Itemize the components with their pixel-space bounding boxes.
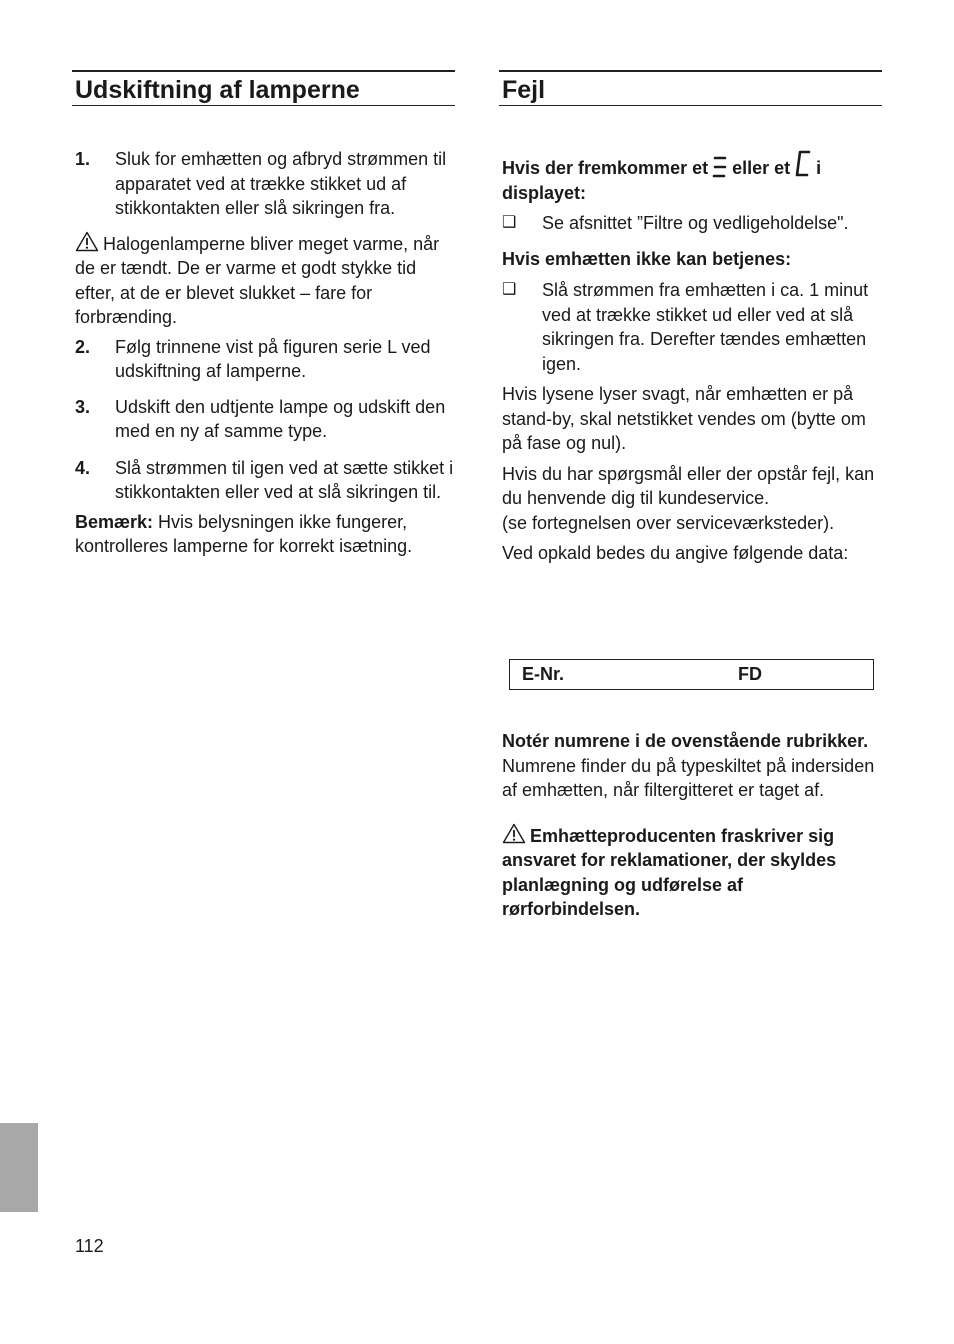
- service-text: Hvis du har spørgsmål eller der opstår fejl, kan du henvende dig til kundeservice.: [502, 463, 875, 508]
- section-heading: Udskiftning af lamperne: [72, 70, 455, 106]
- warning-triangle-icon: [502, 823, 526, 844]
- not-operable-subheading: Hvis emhætten ikke kan betjenes:: [502, 248, 792, 269]
- notice-bold-text: Notér numrene i de ovenstående rubrikker.: [502, 731, 869, 751]
- display-segment-icon: [712, 155, 728, 179]
- enr-label: E-Nr.: [522, 664, 565, 684]
- display-post-text: i displayet:: [502, 158, 822, 203]
- fd-label: FD: [738, 664, 762, 684]
- note-label: Bemærk:: [75, 511, 154, 532]
- step-text: Sluk for emhætten og afbryd strømmen til apparatet ved at trække stikket ud af stikkontakten eller slå sikringen fra.: [115, 149, 447, 218]
- disclaimer-text: Emhætteproducenten fraskriver sig ansvaret for reklamationer, der skyldes planlægning og udførelse af rørforbindelsen.: [502, 825, 837, 919]
- bullet-text: Slå strømmen fra emhætten i ca. 1 minut ved at trække stikket ud eller ved at slå sikringen fra. Derefter tændes emhætten igen.: [542, 280, 869, 374]
- warning-text: Halogenlamperne bliver meget varme, når de er tændt. De er varme et godt stykke tid efter, at de er blevet slukket – fare for forbrænding.: [75, 233, 440, 327]
- step-number: 1.: [75, 149, 91, 169]
- checkbox-bullet-icon: ❑: [502, 214, 517, 231]
- display-segment-icon: [794, 149, 812, 179]
- step-2: [72, 335, 455, 384]
- step-number: 3.: [75, 396, 91, 417]
- warning-paragraph: [72, 231, 455, 330]
- note-paragraph: [72, 510, 455, 559]
- notice-paragraph: [499, 729, 882, 803]
- step-text: Slå strømmen til igen ved at sætte stikket i stikkontakten eller ved at slå sikringen til.: [115, 457, 454, 502]
- step-text: Udskift den udtjente lampe og udskift den med en ny af samme type.: [115, 396, 446, 441]
- display-fault-subheading: [499, 149, 882, 205]
- chapter-side-tab: [0, 1123, 38, 1212]
- bullet-text: Se afsnittet ”Filtre og vedligeholdelse".: [542, 213, 849, 233]
- service-list-text: (se fortegnelsen over serviceværksteder).: [502, 512, 835, 533]
- enr-fd-box: [509, 659, 874, 690]
- section-heading: Fejl: [499, 70, 882, 106]
- faults-section: [499, 70, 882, 566]
- step-1: [72, 147, 455, 221]
- checkbox-bullet-icon: ❑: [502, 281, 517, 298]
- step-number: 4.: [75, 457, 91, 478]
- step-text: Følg trinnene vist på figuren serie L ved udskiftning af lamperne.: [115, 336, 431, 381]
- disclaimer-paragraph: [499, 823, 882, 922]
- warning-triangle-icon: [75, 231, 99, 252]
- display-pre-text: Hvis der fremkommer et: [502, 158, 709, 178]
- notice-block: [499, 729, 882, 922]
- step-4: [72, 456, 455, 505]
- note-text: Hvis belysningen ikke fungerer, kontrolleres lamperne for korrekt isætning.: [75, 511, 413, 556]
- page-number: 112: [75, 1236, 104, 1256]
- bullet-item: [499, 278, 882, 376]
- lamp-replacement-section: [72, 70, 455, 559]
- display-mid-text: eller et: [732, 158, 791, 178]
- step-3: [72, 395, 455, 444]
- call-data-paragraph: Ved opkald bedes du angive følgende data:: [502, 543, 849, 563]
- standby-paragraph: Hvis lysene lyser svagt, når emhætten er på stand-by, skal netstikket vendes om (bytte om på fase og nul).: [502, 384, 866, 453]
- bullet-item: [499, 211, 882, 236]
- step-number: 2.: [75, 336, 91, 357]
- notice-text: Numrene finder du på typeskiltet på indersiden af emhætten, når filtergitteret er taget af.: [502, 755, 875, 800]
- service-paragraph: [499, 462, 882, 536]
